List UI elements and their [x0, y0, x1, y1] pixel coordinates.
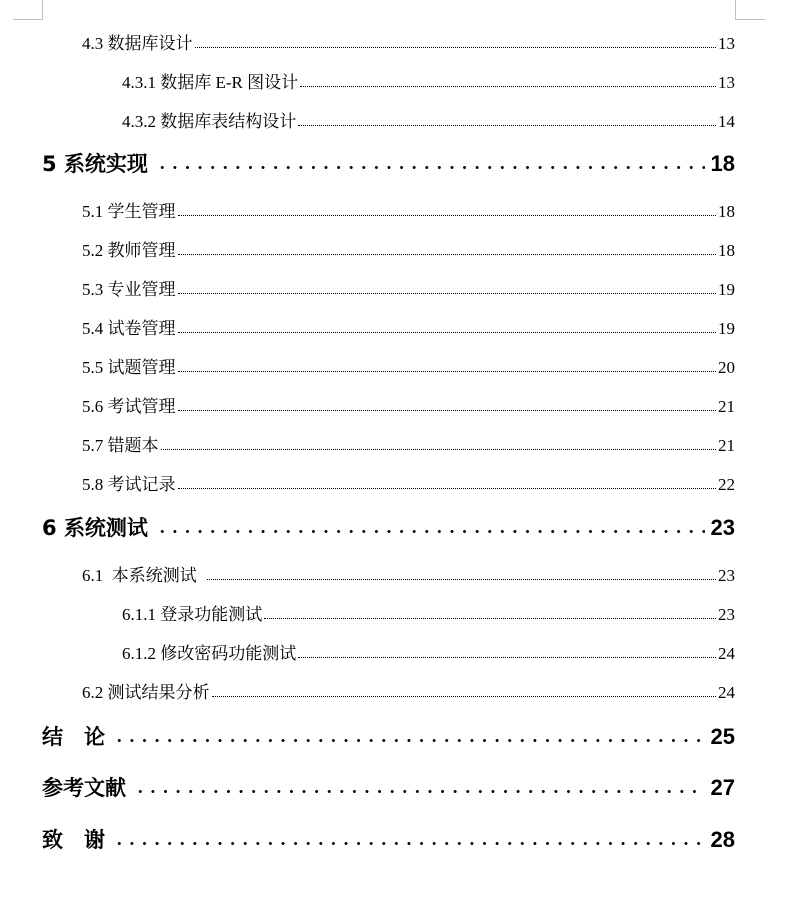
dot-leader: [300, 84, 716, 87]
toc-entry-5-1[interactable]: [82, 197, 735, 222]
dot-leader: [161, 447, 717, 450]
dot-leader: [178, 486, 717, 489]
toc-entry-title: 5.6 考试管理: [82, 397, 176, 416]
toc-page-number: 27: [710, 775, 735, 800]
dot-leader: [298, 123, 716, 126]
toc-entry-6-2[interactable]: [82, 678, 735, 703]
dot-leader: [178, 369, 717, 372]
toc-entry-chapter-5[interactable]: [42, 148, 735, 178]
toc-entry-title: 4.3.2 数据库表结构设计: [122, 112, 297, 131]
toc-page-number: 23: [710, 515, 735, 540]
dot-leader: [154, 530, 705, 533]
dot-leader: [178, 408, 717, 411]
toc-entry-5-2[interactable]: [82, 236, 735, 261]
toc-entry-4-3-2[interactable]: [122, 107, 735, 132]
toc-entry-title: 结 论: [42, 725, 105, 749]
toc-entry-chapter-6[interactable]: [42, 512, 735, 542]
toc-entry-acknowledgements[interactable]: [42, 824, 735, 854]
toc-page-number: 18: [718, 241, 735, 260]
toc-page-number: 18: [710, 151, 735, 176]
dot-leader: [195, 45, 717, 48]
toc-entry-4-3-1[interactable]: [122, 68, 735, 93]
toc-page-number: 20: [718, 358, 735, 377]
toc-entry-5-3[interactable]: [82, 275, 735, 300]
dot-leader: [178, 213, 717, 216]
toc-page-number: 24: [718, 644, 735, 663]
toc-entry-title: 5.7 错题本: [82, 436, 159, 455]
toc-entry-title: 4.3 数据库设计: [82, 34, 193, 53]
toc-entry-title: 5 系统实现: [42, 152, 148, 176]
dot-leader: [178, 330, 717, 333]
dot-leader: [298, 655, 716, 658]
toc-entry-6-1-2[interactable]: [122, 639, 735, 664]
dot-leader: [132, 790, 705, 793]
toc-entry-title: 5.5 试题管理: [82, 358, 176, 377]
dot-leader: [111, 739, 705, 742]
toc-entry-title: 5.3 专业管理: [82, 280, 176, 299]
toc-entry-5-6[interactable]: [82, 392, 735, 417]
toc-entry-6-1-1[interactable]: [122, 600, 735, 625]
toc-entry-title: 6.2 测试结果分析: [82, 683, 210, 702]
toc-page-number: 24: [718, 683, 735, 702]
dot-leader: [207, 577, 716, 580]
dot-leader: [264, 616, 716, 619]
toc-page-number: 28: [710, 827, 735, 852]
toc-page-number: 22: [718, 475, 735, 494]
toc-entry-4-3[interactable]: [82, 29, 735, 54]
dot-leader: [154, 166, 705, 169]
toc-page-number: 13: [718, 73, 735, 92]
dot-leader: [178, 252, 717, 255]
toc-page-number: 21: [718, 436, 735, 455]
dot-leader: [111, 842, 705, 845]
toc-entry-conclusion[interactable]: [42, 721, 735, 751]
toc-entry-5-4[interactable]: [82, 314, 735, 339]
toc-page-number: 23: [718, 605, 735, 624]
toc-entry-title: 5.1 学生管理: [82, 202, 176, 221]
toc-entry-5-7[interactable]: [82, 431, 735, 456]
toc-entry-6-1[interactable]: [82, 561, 735, 586]
toc-entry-5-8[interactable]: [82, 470, 735, 495]
toc-entry-title: 6 系统测试: [42, 516, 148, 540]
toc-entry-title: 5.8 考试记录: [82, 475, 176, 494]
toc-page-number: 14: [718, 112, 735, 131]
toc-entry-title: 6.1 本系统测试: [82, 566, 206, 585]
toc-entry-title: 6.1.2 修改密码功能测试: [122, 644, 297, 663]
toc-entry-references[interactable]: [42, 772, 735, 802]
toc-page-number: 25: [710, 724, 735, 749]
toc-page-number: 18: [718, 202, 735, 221]
toc-page-number: 13: [718, 34, 735, 53]
dot-leader: [212, 694, 717, 697]
toc-page-number: 19: [718, 319, 735, 338]
toc-entry-title: 4.3.1 数据库 E-R 图设计: [122, 73, 299, 92]
toc-page-number: 23: [718, 566, 735, 585]
dot-leader: [178, 291, 717, 294]
toc-page-number: 21: [718, 397, 735, 416]
toc-page-number: 19: [718, 280, 735, 299]
toc-entry-title: 致 谢: [42, 828, 105, 852]
toc-entry-title: 6.1.1 登录功能测试: [122, 605, 263, 624]
toc-entry-5-5[interactable]: [82, 353, 735, 378]
toc-entry-title: 5.2 教师管理: [82, 241, 176, 260]
toc-entry-title: 5.4 试卷管理: [82, 319, 176, 338]
toc-entry-title: 参考文献: [42, 776, 126, 800]
